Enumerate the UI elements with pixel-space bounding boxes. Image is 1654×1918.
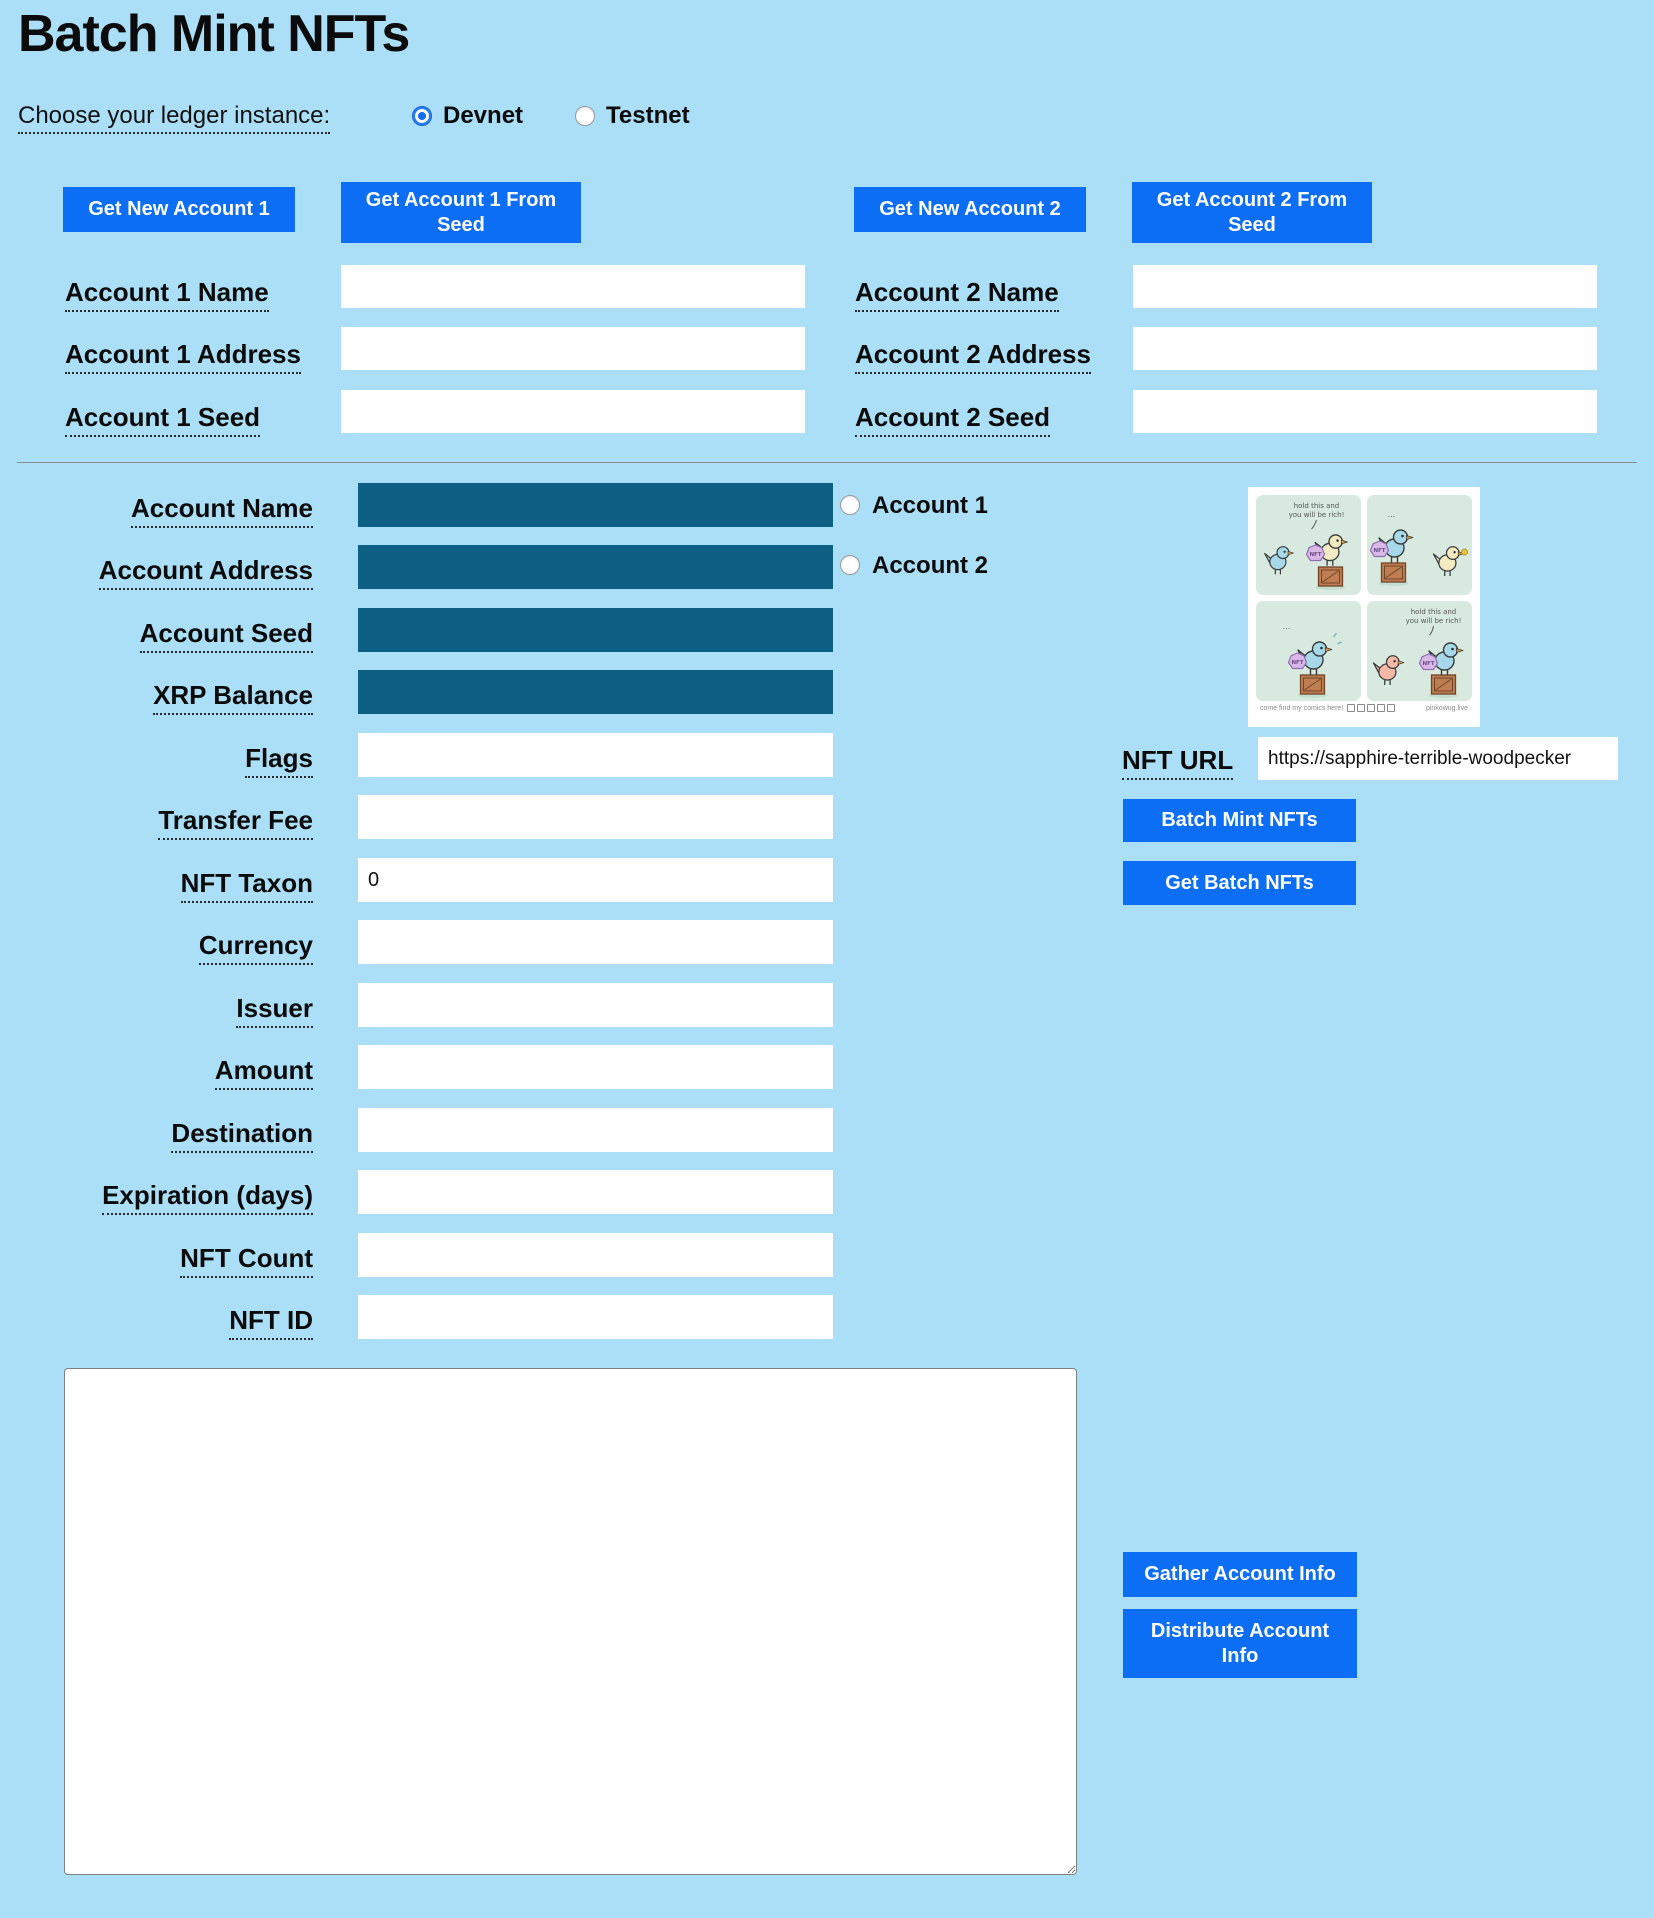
account2-address-input[interactable] [1133, 327, 1597, 370]
account1-address-label: Account 1 Address [65, 339, 301, 370]
xrp-balance-label: XRP Balance [40, 680, 313, 711]
account2-seed-input[interactable] [1133, 390, 1597, 433]
get-batch-nfts-button[interactable]: Get Batch NFTs [1123, 861, 1356, 905]
devnet-radio[interactable] [412, 106, 432, 126]
comic-footer-left: come find my comics here! [1260, 704, 1395, 712]
flags-label: Flags [40, 743, 313, 774]
account1-seed-label: Account 1 Seed [65, 402, 260, 433]
currency-field[interactable] [358, 920, 833, 964]
get-new-account2-button[interactable]: Get New Account 2 [854, 187, 1086, 232]
testnet-radio[interactable] [575, 106, 595, 126]
social-icon [1347, 704, 1355, 712]
svg-text:hold this and: hold this and [1410, 608, 1457, 616]
svg-text:hold this and: hold this and [1293, 502, 1340, 510]
currency-label: Currency [40, 930, 313, 961]
transfer-fee-field[interactable] [358, 795, 833, 839]
account2-name-label: Account 2 Name [855, 277, 1059, 308]
distribute-account-info-button[interactable]: Distribute Account Info [1123, 1609, 1357, 1678]
nft-id-field[interactable] [358, 1295, 833, 1339]
account2-radio-label[interactable]: Account 2 [872, 552, 989, 579]
results-textarea[interactable] [64, 1368, 1077, 1875]
get-account2-from-seed-button[interactable]: Get Account 2 From Seed [1132, 182, 1372, 243]
social-icon [1357, 704, 1365, 712]
destination-label: Destination [40, 1118, 313, 1149]
account-address-label: Account Address [40, 555, 313, 586]
devnet-radio-label[interactable]: Devnet [443, 102, 524, 129]
gather-account-info-button[interactable]: Gather Account Info [1123, 1552, 1357, 1597]
account1-radio[interactable] [840, 495, 860, 515]
account1-address-input[interactable] [341, 327, 805, 370]
svg-text:...: ... [1387, 510, 1396, 519]
account2-radio[interactable] [840, 555, 860, 575]
account-name-field[interactable] [358, 483, 833, 527]
destination-field[interactable] [358, 1108, 833, 1152]
account2-address-label: Account 2 Address [855, 339, 1091, 370]
account1-radio-label[interactable]: Account 1 [872, 492, 989, 519]
account-seed-label: Account Seed [40, 618, 313, 649]
expiration-days-label: Expiration (days) [40, 1180, 313, 1211]
comic-grid [1256, 495, 1472, 701]
account2-name-input[interactable] [1133, 265, 1597, 308]
nft-taxon-field[interactable] [358, 858, 833, 902]
account2-seed-label: Account 2 Seed [855, 402, 1050, 433]
comic-footer-right: pinkowug.live [1425, 704, 1468, 712]
nft-comic-image [1248, 487, 1480, 727]
account1-seed-input[interactable] [341, 390, 805, 433]
account-seed-field[interactable] [358, 608, 833, 652]
nft-url-label: NFT URL [1122, 745, 1233, 776]
social-icon [1387, 704, 1395, 712]
svg-text:you will be rich!: you will be rich! [1288, 511, 1345, 519]
batch-mint-nfts-button[interactable]: Batch Mint NFTs [1123, 799, 1356, 842]
comic-panel-4 [1367, 601, 1472, 701]
issuer-field[interactable] [358, 983, 833, 1027]
nft-count-label: NFT Count [40, 1243, 313, 1274]
testnet-radio-label[interactable]: Testnet [606, 102, 690, 129]
nft-url-input[interactable] [1258, 737, 1618, 780]
comic-footer [1256, 701, 1472, 712]
social-icon [1367, 704, 1375, 712]
account-name-label: Account Name [40, 493, 313, 524]
amount-field[interactable] [358, 1045, 833, 1089]
issuer-label: Issuer [40, 993, 313, 1024]
expiration-days-field[interactable] [358, 1170, 833, 1214]
nft-id-label: NFT ID [40, 1305, 313, 1336]
nft-taxon-label: NFT Taxon [40, 868, 313, 899]
nft-count-field[interactable] [358, 1233, 833, 1277]
ledger-instance-label: Choose your ledger instance: [18, 102, 330, 130]
comic-panel-2 [1367, 495, 1472, 595]
get-account1-from-seed-button[interactable]: Get Account 1 From Seed [341, 182, 581, 243]
page-title: Batch Mint NFTs [18, 5, 410, 63]
get-new-account1-button[interactable]: Get New Account 1 [63, 187, 295, 232]
account-address-field[interactable] [358, 545, 833, 589]
xrp-balance-field[interactable] [358, 670, 833, 714]
account1-name-label: Account 1 Name [65, 277, 269, 308]
transfer-fee-label: Transfer Fee [40, 805, 313, 836]
section-divider [17, 462, 1637, 463]
svg-text:...: ... [1282, 622, 1291, 631]
comic-panel-3 [1256, 601, 1361, 701]
flags-field[interactable] [358, 733, 833, 777]
social-icon [1377, 704, 1385, 712]
svg-text:you will be rich!: you will be rich! [1405, 617, 1462, 625]
comic-panel-1 [1256, 495, 1361, 595]
account1-name-input[interactable] [341, 265, 805, 308]
amount-label: Amount [40, 1055, 313, 1086]
